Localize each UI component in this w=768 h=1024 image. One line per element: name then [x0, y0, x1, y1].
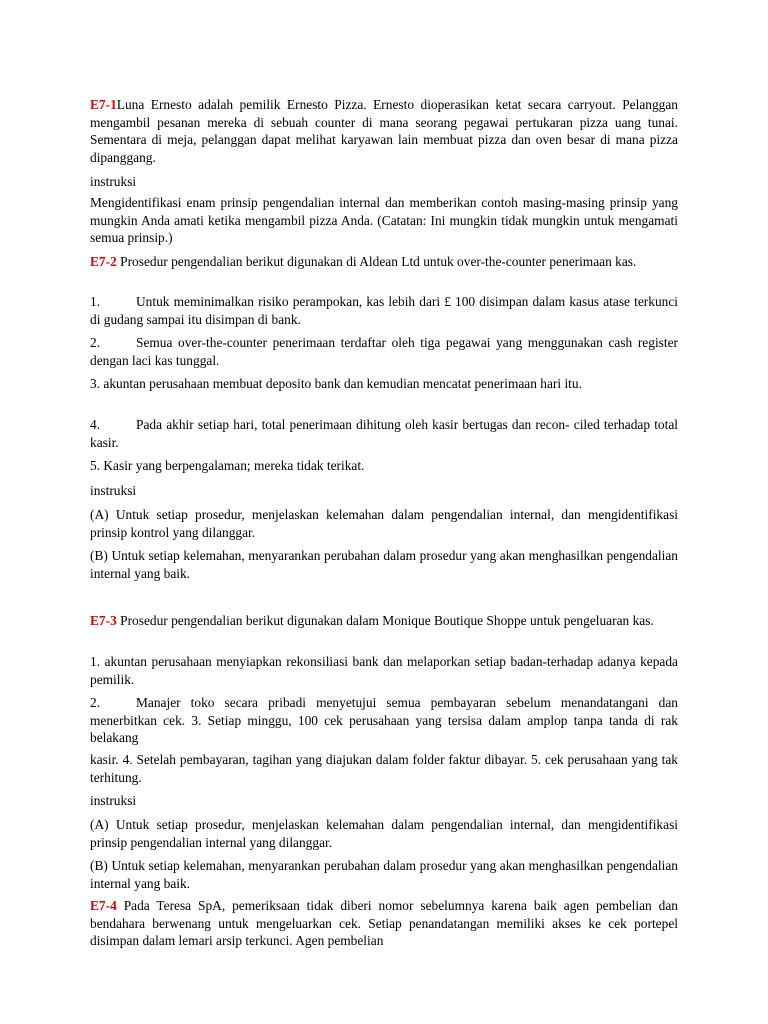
e7-3-heading: E7-3 [90, 613, 117, 628]
e7-2-instruction-b: (B) Untuk setiap kelemahan, menyarankan perubahan dalam prosedur yang akan menghasilkan pengendalian internal yang baik. [90, 548, 678, 581]
e7-3-instruction-label: instruksi [90, 793, 137, 808]
e7-2-instruction-label: instruksi [90, 483, 137, 498]
e7-2-item-2: 2. Semua over-the-counter penerimaan terdaftar oleh tiga pegawai yang menggunakan cash register dengan laci kas tunggal. [90, 335, 678, 368]
e7-1-instruction-label: instruksi [90, 174, 137, 189]
e7-2-item-3: 3. akuntan perusahaan membuat deposito bank dan kemudian mencatat penerimaan hari itu. [90, 376, 582, 391]
e7-2-item-4: 4. Pada akhir setiap hari, total penerimaan dihitung oleh kasir bertugas dan recon- ciled terhadap total kasir. [90, 417, 678, 450]
e7-3-item-1: 1. akuntan perusahaan menyiapkan rekonsiliasi bank dan melaporkan setiap badan-terhadap adanya kepada pemilik. [90, 654, 678, 687]
e7-1-heading: E7-1 [90, 97, 117, 112]
e7-3-intro: E7-3 Prosedur pengendalian berikut digunakan dalam Monique Boutique Shoppe untuk pengeluaran kas. [90, 613, 654, 628]
e7-3-instruction-b: (B) Untuk setiap kelemahan, menyarankan perubahan dalam prosedur yang akan menghasilkan pengendalian internal yang baik. [90, 858, 678, 891]
e7-3-item-3: kasir. 4. Setelah pembayaran, tagihan yang diajukan dalam folder faktur dibayar. 5. cek perusahaan yang tak terhitung. [90, 752, 678, 785]
e7-3-instruction-a: (A) Untuk setiap prosedur, menjelaskan kelemahan dalam pengendalian internal, dan mengidentifikasi prinsip pengendalian internal yang dilanggar. [90, 817, 678, 850]
e7-4-heading: E7-4 [90, 898, 117, 913]
e7-2-item-1: 1. Untuk meminimalkan risiko perampokan, kas lebih dari £ 100 disimpan dalam kasus atase terkunci di gudang sampai itu disimpan di bank. [90, 294, 678, 327]
e7-1-paragraph [90, 96, 678, 166]
e7-1-instruction: Mengidentifikasi enam prinsip pengendalian internal dan memberikan contoh masing-masing prinsip yang mungkin Anda amati ketika mengambil pizza Anda. (Catatan: Ini mungkin tidak mungkin untuk mengamati semua prinsip.) [90, 195, 678, 245]
e7-4-paragraph: E7-4 Pada Teresa SpA, pemeriksaan tidak diberi nomor sebelumnya karena baik agen pembelian dan bendahara berwenang untuk mengeluarkan cek. Setiap penandatangan memiliki akses ke cek portepel disimpan dalam lemari arsip terkunci. Agen pembelian [90, 898, 678, 948]
e7-2-intro: E7-2 Prosedur pengendalian berikut digunakan di Aldean Ltd untuk over-the-counter penerimaan kas. [90, 254, 637, 269]
e7-1-text: Luna Ernesto adalah pemilik Ernesto Pizza. Ernesto dioperasikan ketat secara carryout. Pelanggan mengambil pesanan mereka di sebuah counter di mana seorang pegawai pertukaran pizza uang tunai. Sementara di meja, pelanggan dapat melihat karyawan lain membuat pizza dan oven besar di mana pizza dipanggang. [90, 97, 678, 165]
e7-3-item-2: 2. Manajer toko secara pribadi menyetujui semua pembayaran sebelum menandatangani dan menerbitkan cek. 3. Setiap minggu, 100 cek perusahaan yang tersisa dalam amplop tanpa tanda di rak belakang [90, 695, 678, 745]
e7-2-heading: E7-2 [90, 254, 117, 269]
e7-2-instruction-a: (A) Untuk setiap prosedur, menjelaskan kelemahan dalam pengendalian internal, dan mengidentifikasi prinsip kontrol yang dilanggar. [90, 507, 678, 540]
e7-2-item-5: 5. Kasir yang berpengalaman; mereka tidak terikat. [90, 458, 365, 473]
